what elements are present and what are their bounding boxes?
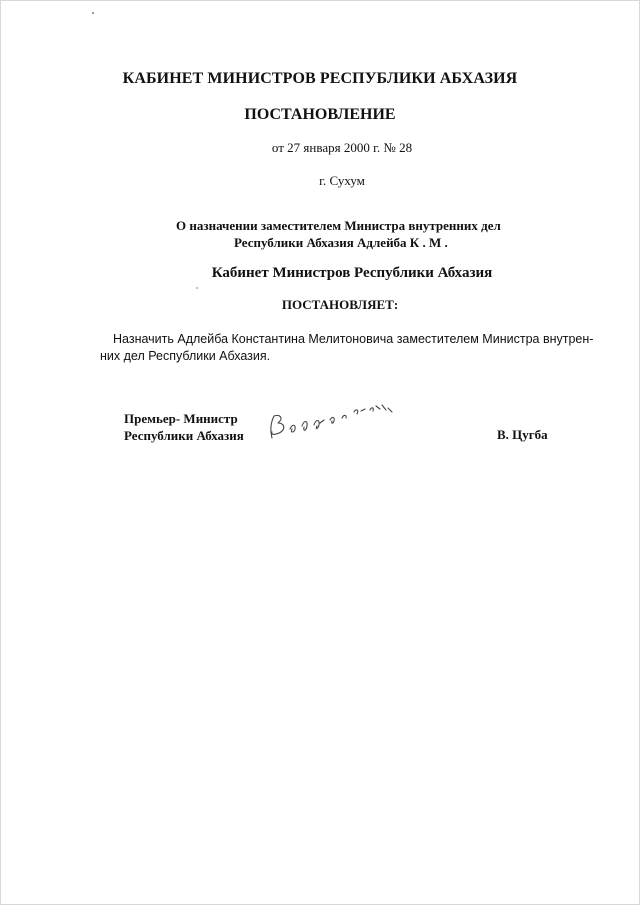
organization-header: КАБИНЕТ МИНИСТРОВ РЕСПУБЛИКИ АБХАЗИЯ [122,70,518,87]
document-date-number: от 27 января 2000 г. № 28 [271,140,413,155]
signer-position-line-1: Премьер- Министр [124,411,238,426]
document-place: г. Сухум [319,173,365,188]
subject-line-2: Республики Абхазия Адлейба К . М . [234,235,448,250]
body-line-1: Назначить Адлейба Константина Мелитоновича заместителем Министра внутрен- [113,332,594,346]
document-type-title: ПОСТАНОВЛЕНИЕ [244,106,396,123]
body-line-2: них дел Республики Абхазия. [100,349,271,363]
scan-artifact [92,12,94,14]
signer-position-line-2: Республики Абхазия [124,428,244,443]
decree-body [100,331,594,365]
issuing-body: Кабинет Министров Республики Абхазия [211,265,493,281]
scan-artifact [196,287,198,289]
document-subject [176,217,501,251]
decrees-heading: ПОСТАНОВЛЯЕТ: [281,297,399,312]
subject-line-1: О назначении заместителем Министра внутренних дел [176,218,501,233]
signer-position [124,410,244,444]
handwritten-signature-icon [262,396,402,446]
signer-name: В. Цугба [497,427,548,442]
